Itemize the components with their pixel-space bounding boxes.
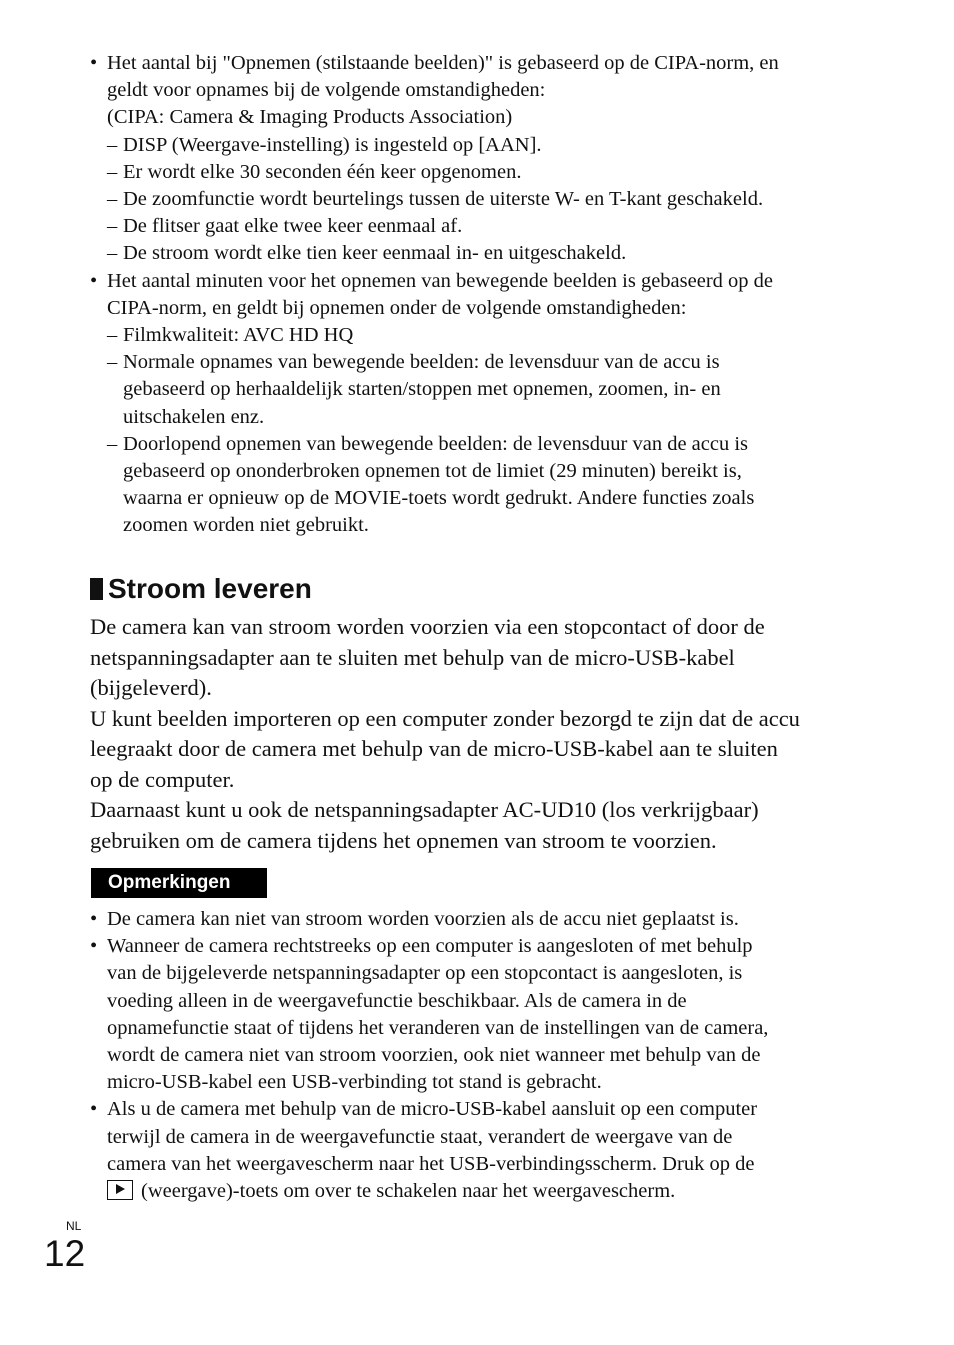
list-line: terwijl de camera in de weergavefunctie staat, verandert de weergave van de bbox=[107, 1125, 733, 1148]
list-line: voeding alleen in de weergavefunctie beschikbaar. Als de camera in de bbox=[107, 989, 687, 1012]
list-line: opnamefunctie staat of tijdens het veranderen van de instellingen van de camera, bbox=[107, 1016, 769, 1039]
list-line: DISP (Weergave-instelling) is ingesteld op [AAN]. bbox=[123, 133, 542, 156]
list-item bbox=[90, 268, 850, 322]
language-label: NL bbox=[66, 1219, 82, 1233]
dash-marker: – bbox=[107, 188, 118, 211]
dash-marker: – bbox=[107, 242, 118, 265]
list-line: gebaseerd op herhaaldelijk starten/stoppen met opnemen, zoomen, in- en bbox=[123, 378, 721, 401]
list-line: Het aantal minuten voor het opnemen van bewegende beelden is gebaseerd op de bbox=[107, 269, 773, 292]
body-line: Daarnaast kunt u ook de netspanningsadapter AC-UD10 (los verkrijgbaar) bbox=[90, 797, 759, 822]
list-line: camera van het weergavescherm naar het USB-verbindingsscherm. Druk op de bbox=[107, 1152, 755, 1175]
list-item bbox=[90, 159, 850, 186]
list-line: De camera kan niet van stroom worden voorzien als de accu niet geplaatst is. bbox=[107, 908, 739, 930]
list-line: gebaseerd op ononderbroken opnemen tot de limiet (29 minuten) bereikt is, bbox=[123, 460, 742, 483]
body-line: op de computer. bbox=[90, 766, 235, 792]
list-line: zoomen worden niet gebruikt. bbox=[123, 514, 369, 537]
list-item bbox=[90, 906, 850, 933]
list-item bbox=[90, 322, 850, 349]
list-item bbox=[90, 50, 850, 132]
dash-marker: – bbox=[107, 133, 118, 156]
list-line: Er wordt elke 30 seconden één keer opgenomen. bbox=[123, 160, 522, 183]
list-line: Wanneer de camera rechtstreeks op een computer is aangesloten of met behulp bbox=[107, 935, 753, 958]
notes-list bbox=[90, 906, 850, 1205]
bullet-marker: • bbox=[90, 1098, 98, 1121]
section-title: Stroom leveren bbox=[108, 573, 312, 604]
list-line: wordt de camera niet van stroom voorzien, ook niet wanneer met behulp van de bbox=[107, 1044, 761, 1067]
bullet-marker: • bbox=[90, 908, 98, 930]
list-line: De flitser gaat elke twee keer eenmaal af. bbox=[123, 215, 463, 238]
list-item bbox=[90, 431, 850, 540]
section-heading bbox=[90, 571, 312, 607]
list-line: Filmkwaliteit: AVC HD HQ bbox=[123, 324, 354, 347]
dash-marker: – bbox=[107, 324, 118, 347]
section-body bbox=[90, 612, 850, 856]
list-line: (CIPA: Camera & Imaging Products Association) bbox=[107, 106, 513, 129]
list-line: waarna er opnieuw op de MOVIE-toets wordt gedrukt. Andere functies zoals bbox=[123, 487, 755, 510]
list-item bbox=[90, 186, 850, 213]
heading-marker-icon bbox=[90, 578, 103, 600]
bullet-marker: • bbox=[90, 52, 98, 74]
playback-icon bbox=[107, 1180, 133, 1200]
list-item bbox=[90, 1096, 850, 1205]
list-line: van de bijgeleverde netspanningsadapter op een stopcontact is aangesloten, is bbox=[107, 962, 743, 985]
body-line: leegraakt door de camera met behulp van de micro-USB-kabel aan te sluiten bbox=[90, 736, 778, 761]
list-line: Doorlopend opnemen van bewegende beelden: de levensduur van de accu is bbox=[123, 432, 749, 455]
body-line: gebruiken om de camera tijdens het opnemen van stroom te voorzien. bbox=[90, 827, 717, 853]
list-line: Het aantal bij "Opnemen (stilstaande beelden)" is gebaseerd op de CIPA-norm, en bbox=[107, 52, 779, 74]
list-line: De zoomfunctie wordt beurtelings tussen de uiterste W- en T-kant geschakeld. bbox=[123, 188, 764, 211]
list-line: micro-USB-kabel een USB-verbinding tot stand is gebracht. bbox=[107, 1071, 602, 1094]
list-item bbox=[90, 349, 850, 431]
dash-marker: – bbox=[107, 160, 118, 183]
dash-marker: – bbox=[107, 215, 118, 238]
list-line: Normale opnames van bewegende beelden: de levensduur van de accu is bbox=[123, 351, 720, 374]
list-line: De stroom wordt elke tien keer eenmaal in- en uitgeschakeld. bbox=[123, 242, 627, 265]
top-list bbox=[90, 50, 850, 540]
body-line: U kunt beelden importeren op een computer zonder bezorgd te zijn dat de accu bbox=[90, 705, 800, 731]
list-item bbox=[90, 213, 850, 240]
list-line: Als u de camera met behulp van de micro-USB-kabel aansluit op een computer bbox=[107, 1098, 758, 1121]
dash-marker: – bbox=[107, 432, 118, 455]
list-line-text: (weergave)-toets om over te schakelen naar het weergavescherm. bbox=[141, 1180, 676, 1203]
body-line: netspanningsadapter aan te sluiten met behulp van de micro-USB-kabel bbox=[90, 644, 735, 670]
list-item bbox=[90, 132, 850, 159]
notes-label: Opmerkingen bbox=[91, 868, 267, 898]
bullet-marker: • bbox=[90, 935, 98, 958]
body-line: De camera kan van stroom worden voorzien via een stopcontact of door de bbox=[90, 614, 765, 639]
list-item bbox=[90, 933, 850, 1096]
list-line: geldt voor opnames bij de volgende omstandigheden: bbox=[107, 79, 546, 102]
bullet-marker: • bbox=[90, 269, 98, 292]
list-line bbox=[107, 1178, 850, 1205]
dash-marker: – bbox=[107, 351, 118, 374]
list-line: uitschakelen enz. bbox=[123, 405, 265, 428]
page-number: 12 bbox=[44, 1233, 86, 1274]
list-item bbox=[90, 240, 850, 267]
body-line: (bijgeleverd). bbox=[90, 675, 212, 700]
list-line: CIPA-norm, en geldt bij opnemen onder de volgende omstandigheden: bbox=[107, 296, 687, 319]
